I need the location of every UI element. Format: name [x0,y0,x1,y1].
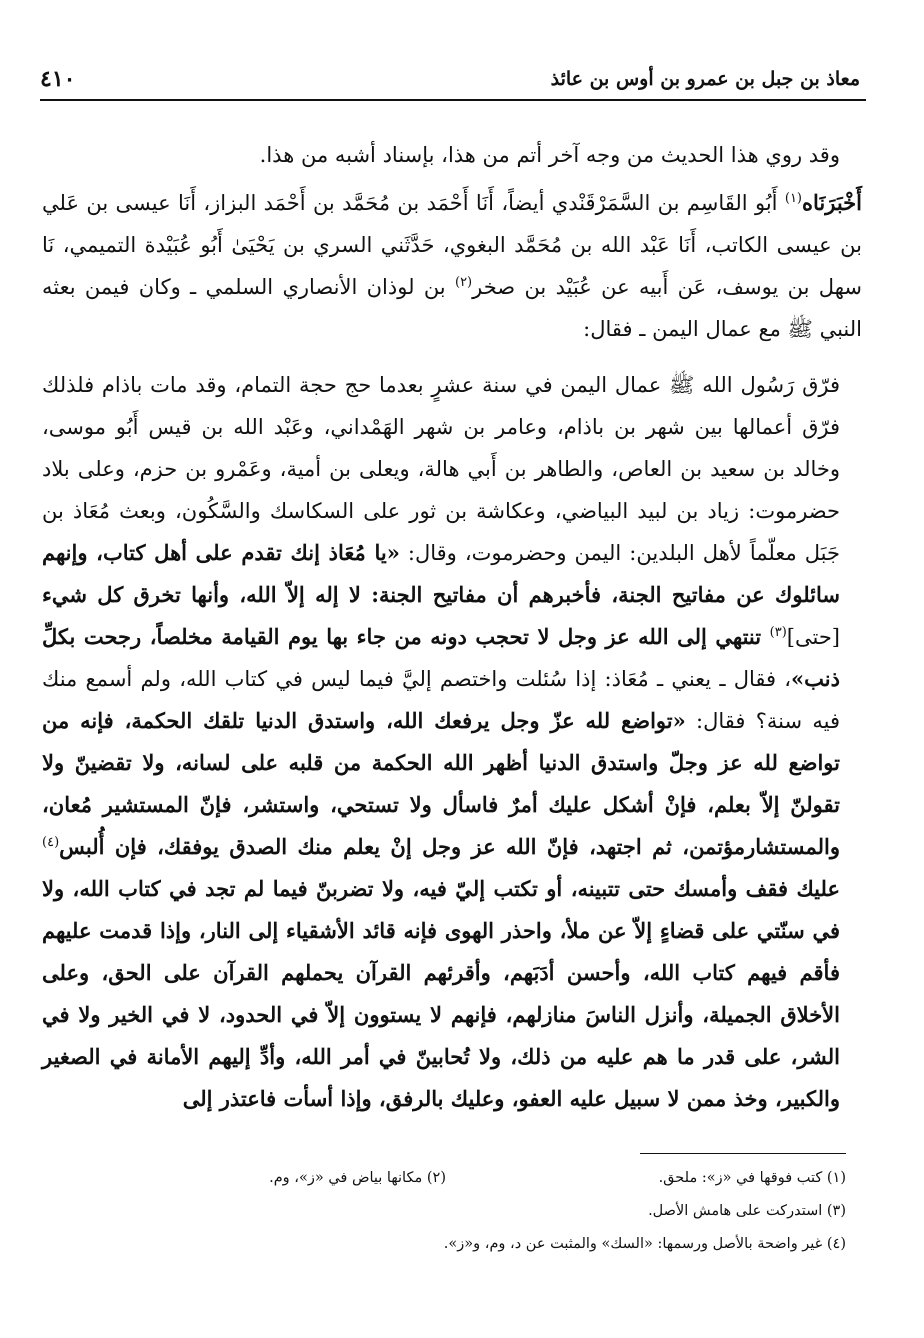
paragraph-2-lead-word: أَخْبَرَنَاه [802,190,862,215]
paragraph-2-text-a: أَبُو القَاسِم بن السَّمَرْقَنْدي أيضاً، أَنَا أَحْمَد بن مُحَمَّد بن أَحْمَد البزاز، أَنَا عيسى بن عَلي بن عيسى الكاتب، أَنَا عَبْد الله بن مُحَمَّد البغوي، حَدَّثَني السري بن يَحْيَىٰ أَبُو عُبَيْدة التميمي، نَا سهل بن يوسف، عَن أَبيه عن عُبَيْد بن صخر [42,191,862,299]
footnote-ref-4[interactable]: (٤) [42,835,60,850]
footnote-ref-2[interactable]: (٢) [454,275,473,290]
footnote-row [42,1228,846,1261]
running-title: معاذ بن جبل بن عمرو بن أوس بن عائذ [550,68,860,90]
paragraph-1: وقد روي هذا الحديث من وجه آخر أتم من هذا، بإسناد أشبه من هذا. [259,143,840,167]
footnote-ref-3[interactable]: (٣) [769,625,787,640]
paragraph-3-narration-2: ، فقال ـ يعني ـ مُعَاذ: إذا سُئلت واختصم إليَّ فيما ليس في كتاب الله، ولم أسمع منك فيه سنة؟ فقال: [42,667,841,733]
footnote-row [42,1195,846,1228]
footnote-1: (١) كتب فوقها في «ز»: ملحق. [658,1170,846,1186]
paragraph-3 [42,364,862,1120]
paragraph-2 [42,182,862,350]
footnote-ref-1[interactable]: (١) [784,191,802,206]
header-divider [40,99,866,101]
footnote-2: (٢) مكانها بياض في «ز»، وم. [269,1170,446,1186]
hadith-text-3: «تواضع لله عزّ وجل يرفعك الله، واستدق الدنيا تلقك الحكمة، فإنه من تواضع لله عز وجلّ واستدق الدنيا أظهر الله الحكمة من قلبه على لسانه، ولا تقضينّ ولا تقولنّ إلاّ بعلم، فإنْ أشكل عليك أمرٌ فاسأل ولا تستحي، واستشر، فإنّ المستشير مُعان، والمستشارمؤتمن، ثم اجتهد، فإنّ الله عز وجل إنْ يعلم منك الصدق يوفقك، فإن أُلبس [42,708,840,859]
hadith-text-1: «يا مُعَاذ إنك تقدم على أهل كتاب، وإنهم سائلوك عن مفاتيح الجنة، فأخبرهم أن مفاتيح الجنة: لا إله إلاّ الله، وأنها تخرق كل شيء [42,540,840,607]
footnotes [42,1162,846,1261]
footnote-row [42,1162,846,1195]
paragraph-2-text-b: بن لوذان الأنصاري السلمي ـ وكان فيمن بعثه النبي ﷺ مع عمال اليمن ـ فقال: [42,275,862,341]
footnote-divider [640,1153,846,1154]
footnote-4: (٤) غير واضحة بالأصل ورسمها: «السك» والمثبت عن د، وم، و«ز». [443,1236,846,1252]
body-text [42,134,862,1120]
page-header [40,62,860,96]
bracket-insertion: [حتى] [786,625,840,649]
hadith-text-4: عليك فقف وأمسك حتى تتبينه، أو تكتب إليّ فيه، ولا تضربنّ فيما لم تجد في كتاب الله، ولا في سنّتي على قضاءٍ إلاّ عن ملأ، واحذر الهوى فإنه قائد الأشقياء إلى النار، وإذا قدمت عليهم فأقم فيهم كتاب الله، وأحسن أدَبَهم، وأقرئهم القرآن يحملهم القرآن على الحق، وعلى الأخلاق الجميلة، وأنزل الناسَ منازلهم، فإنهم لا يستوون إلاّ في الحدود، لا في الخير ولا في الشر، على قدر ما هم عليه من ذلك، ولا تُحابينّ في أمر الله، وأدِّ إليهم الأمانة في الصغير والكبير، وخذ ممن لا سبيل عليه العفو، وعليك بالرفق، وإذا أسأت فاعتذر إلى [42,876,840,1111]
hadith-text-2: تنتهي إلى الله عز وجل لا تحجب دونه من جاء بها يوم القيامة مخلصاً، رجحت بكلِّ ذنب» [42,624,840,691]
page-number: ٤١٠ [40,66,76,92]
footnote-3: (٣) استدركت على هامش الأصل. [648,1203,846,1219]
paragraph-3-narration-1: فرّق رَسُول الله ﷺ عمال اليمن في سنة عشرٍ بعدما حج حجة التمام، وقد مات باذام فلذلك فرّق أعمالها بين شهر بن باذام، وعامر بن شهر الهَمْداني، وعَبْد الله بن قيس أَبُو موسى، وخالد بن سعيد بن العاص، والطاهر بن أَبي هالة، ويعلى بن أمية، وعَمْرو بن حزم، وعلى بلاد حضرموت: زياد بن لبيد البياضي، وعكاشة بن ثور على السكاسك والسَّكُون، وبعث مُعَاذ بن جَبَل معلّماً لأهل البلدين: اليمن وحضرموت، وقال: [42,373,840,565]
